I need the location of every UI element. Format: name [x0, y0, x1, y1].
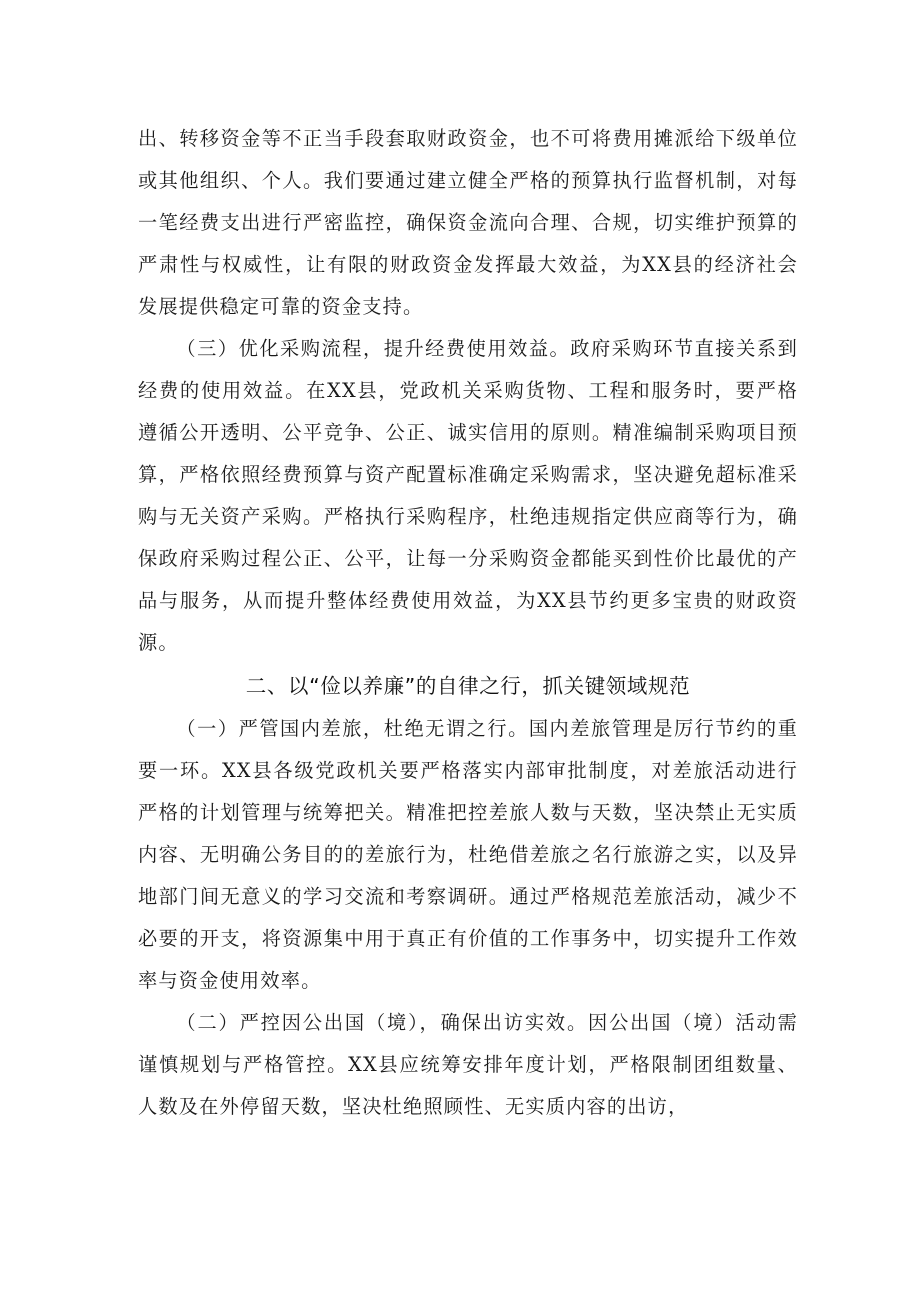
body-paragraph-3: （一）严管国内差旅，杜绝无谓之行。国内差旅管理是厉行节约的重要一环。XX县各级党政机关要严格落实内部审批制度，对差旅活动进行严格的计划管理与统筹把关。精准把控差旅人数与天数，坚决禁止无实质内容、无明确公务目的的差旅行为，杜绝借差旅之名行旅游之实，以及异地部门间无意义的学习交流和考察调研。通过严格规范差旅活动，减少不必要的开支，将资源集中用于真正有价值的工作事务中，切实提升工作效率与资金使用效率。	[138, 717, 798, 992]
body-paragraph-4: （二）严控因公出国（境），确保出访实效。因公出国（境）活动需谨慎规划与严格管控。XX县应统筹安排年度计划，严格限制团组数量、人数及在外停留天数，坚决杜绝照顾性、无实质内容的出访，	[138, 1011, 798, 1118]
document-page	[138, 118, 798, 1128]
body-paragraph-1: 出、转移资金等不正当手段套取财政资金，也不可将费用摊派给下级单位或其他组织、个人。我们要通过建立健全严格的预算执行监督机制，对每一笔经费支出进行严密监控，确保资金流向合理、合规，切实维护预算的严肃性与权威性，让有限的财政资金发挥最大效益，为XX县的经济社会发展提供稳定可靠的资金支持。	[138, 127, 798, 318]
section-heading: 二、以“俭以养廉”的自律之行，抓关键领域规范	[245, 674, 691, 698]
body-paragraph-2: （三）优化采购流程，提升经费使用效益。政府采购环节直接关系到经费的使用效益。在XX县，党政机关采购货物、工程和服务时，要严格遵循公开透明、公平竞争、公正、诚实信用的原则。精准编制采购项目预算，严格依照经费预算与资产配置标准确定采购需求，坚决避免超标准采购与无关资产采购。严格执行采购程序，杜绝违规指定供应商等行为，确保政府采购过程公正、公平，让每一分采购资金都能买到性价比最优的产品与服务，从而提升整体经费使用效益，为XX县节约更多宝贵的财政资源。	[138, 337, 798, 654]
